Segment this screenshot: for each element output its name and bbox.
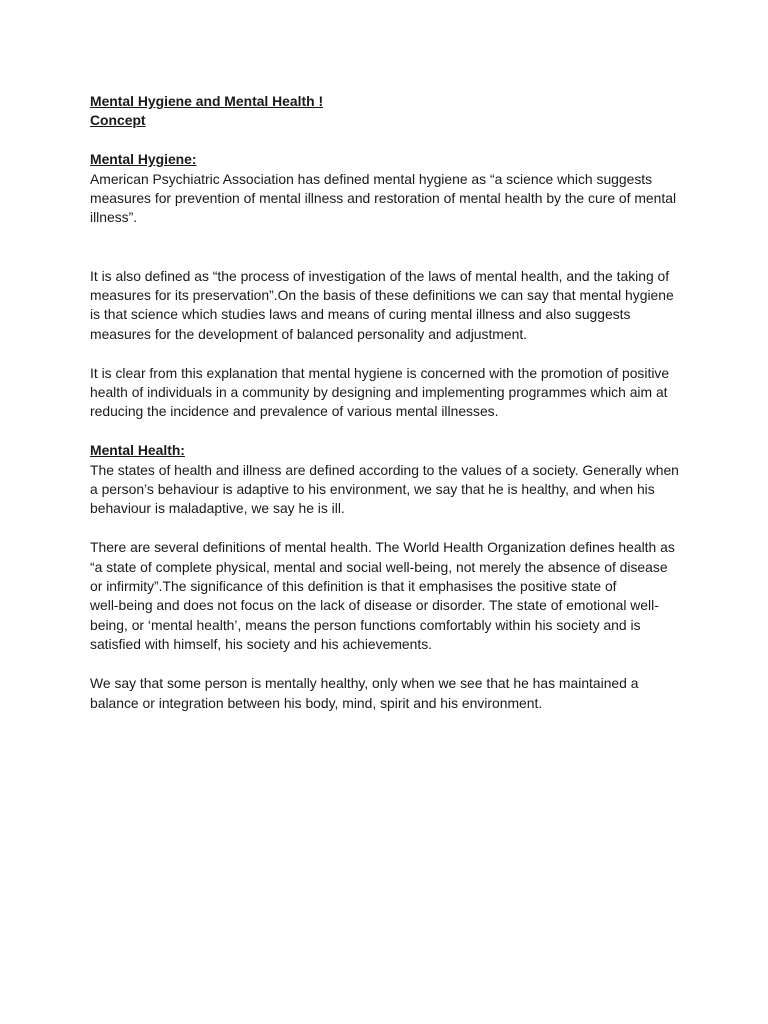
text-line: behaviour is maladaptive, we say he is ill.: [90, 500, 345, 517]
document-title: Mental Hygiene and Mental Health !: [90, 93, 324, 109]
spacer: [90, 228, 690, 267]
spacer: [90, 655, 690, 674]
spacer: [90, 422, 690, 441]
text-line: illness”.: [90, 209, 138, 226]
text-line: The states of health and illness are defined according to the values of a society. Generally when: [90, 461, 679, 478]
spacer: [90, 131, 690, 150]
text-line: satisfied with himself, his society and his achievements.: [90, 636, 433, 653]
paragraph-health-balance: [90, 674, 690, 713]
paragraph-hygiene-process: [90, 267, 690, 345]
paragraph-hygiene-explanation: [90, 364, 690, 422]
spacer: [90, 344, 690, 363]
text-line: health of individuals in a community by designing and implementing programmes which aim at: [90, 384, 668, 401]
text-line: We say that some person is mentally healthy, only when we see that he has maintained a: [90, 675, 639, 692]
text-line: reducing the incidence and prevalence of various mental illnesses.: [90, 403, 499, 420]
text-line: measures for its preservation”.On the basis of these definitions we can say that mental hygiene: [90, 287, 674, 304]
text-line: It is also defined as “the process of investigation of the laws of mental health, and the taking of: [90, 267, 670, 284]
paragraph-health-who-definition: [90, 538, 690, 654]
text-line: American Psychiatric Association has defined mental hygiene as “a science which suggests: [90, 170, 653, 187]
spacer: [90, 519, 690, 538]
document-subtitle: Concept: [90, 112, 146, 129]
text-line: being, or ‘mental health’, means the person functions comfortably within his society and is: [90, 616, 641, 633]
text-line: is that science which studies laws and means of curing mental illness and also suggests: [90, 306, 631, 323]
text-line: balance or integration between his body, mind, spirit and his environment.: [90, 694, 543, 711]
text-line: There are several definitions of mental health. The World Health Organization defines health as: [90, 539, 675, 556]
text-line: measures for prevention of mental illness and restoration of mental health by the cure of mental: [90, 190, 677, 207]
text-line: a person’s behaviour is adaptive to his environment, we say that he is healthy, and when his: [90, 481, 655, 498]
section-heading-mental-health: Mental Health:: [90, 442, 185, 459]
text-line: well-being and does not focus on the lack of disease or disorder. The state of emotional well-: [90, 597, 659, 614]
text-line: measures for the development of balanced personality and adjustment.: [90, 325, 528, 342]
document-body: [90, 92, 690, 713]
text-line: It is clear from this explanation that mental hygiene is concerned with the promotion of positive: [90, 364, 670, 381]
text-line: “a state of complete physical, mental and social well-being, not merely the absence of disease: [90, 558, 668, 575]
paragraph-health-states: [90, 461, 690, 519]
section-heading-mental-hygiene: Mental Hygiene:: [90, 151, 197, 168]
text-line: or infirmity”.The significance of this definition is that it emphasises the positive state of: [90, 578, 617, 595]
paragraph-hygiene-definition: [90, 170, 690, 228]
